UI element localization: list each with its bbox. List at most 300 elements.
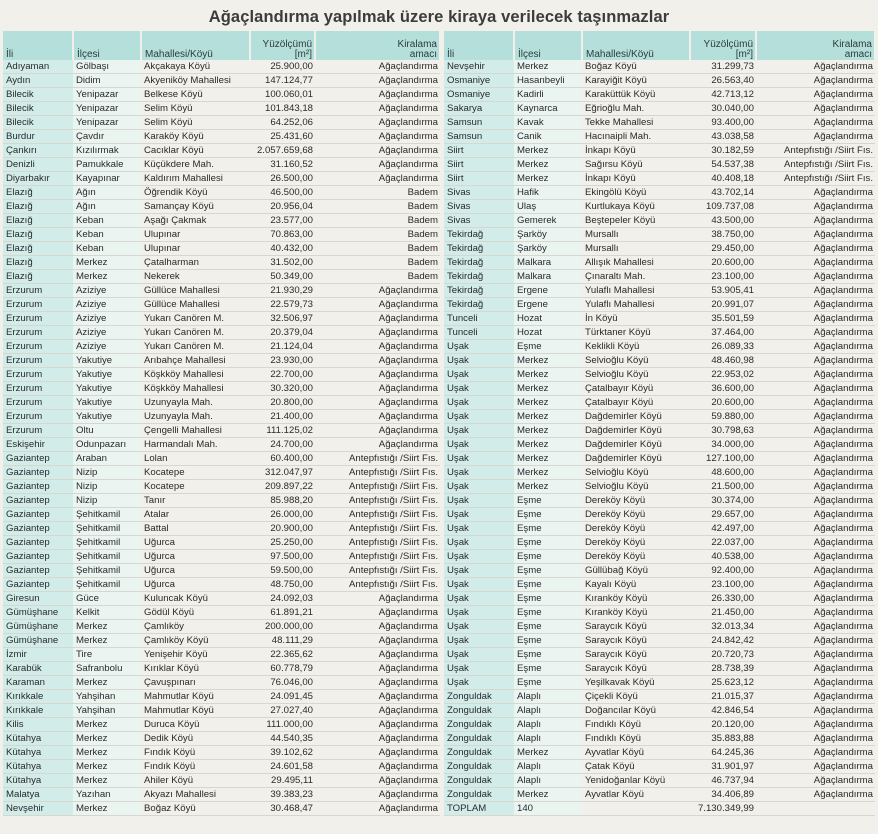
cell-mahalle: Nekerek <box>141 270 250 284</box>
cell-amac: Ağaçlandırma <box>315 620 440 634</box>
cell-mahalle: Fındık Köyü <box>141 746 250 760</box>
cell-ilce: Hozat <box>514 326 582 340</box>
cell-ilce: Eşme <box>514 508 582 522</box>
cell-yuzolcum: 21.500,00 <box>690 480 756 494</box>
table-row <box>3 480 440 494</box>
cell-yuzolcum: 20.800,00 <box>250 396 315 410</box>
cell-mahalle: Tekke Mahallesi <box>582 116 690 130</box>
cell-mahalle: Köşkköy Mahallesi <box>141 368 250 382</box>
cell-ilce: Pamukkale <box>73 158 141 172</box>
cell-mahalle: Mahmutlar Köyü <box>141 690 250 704</box>
cell-yuzolcum: 44.540,35 <box>250 732 315 746</box>
cell-amac: Ağaçlandırma <box>756 788 875 802</box>
cell-yuzolcum: 209.897,22 <box>250 480 315 494</box>
cell-mahalle: Battal <box>141 522 250 536</box>
cell-amac: Ağaçlandırma <box>756 676 875 690</box>
cell-mahalle: Çengelli Mahallesi <box>141 424 250 438</box>
cell-ilce: Alaplı <box>514 690 582 704</box>
cell-ilce: Ergene <box>514 298 582 312</box>
table-row <box>3 466 440 480</box>
cell-mahalle: Çatalharman <box>141 256 250 270</box>
cell-yuzolcum: 31.299,73 <box>690 60 756 74</box>
table-row <box>3 74 440 88</box>
cell-ilce: Merkez <box>73 746 141 760</box>
cell-mahalle: Kurtlukaya Köyü <box>582 200 690 214</box>
cell-il: Nevşehir <box>3 802 73 816</box>
cell-il: Siirt <box>444 144 514 158</box>
table-row <box>3 354 440 368</box>
cell-yuzolcum: 23.100,00 <box>690 270 756 284</box>
cell-ilce: Merkez <box>73 718 141 732</box>
cell-amac: Antepfıstığı /Siirt Fıs. <box>315 480 440 494</box>
cell-amac: Ağaçlandırma <box>315 788 440 802</box>
table-row <box>444 704 875 718</box>
cell-ilce: Eşme <box>514 648 582 662</box>
cell-il: Uşak <box>444 606 514 620</box>
cell-il: Uşak <box>444 550 514 564</box>
cell-mahalle: Selvioğlu Köyü <box>582 354 690 368</box>
cell-yuzolcum: 21.400,00 <box>250 410 315 424</box>
table-right <box>444 31 876 816</box>
cell-yuzolcum: 111.000,00 <box>250 718 315 732</box>
header-amac <box>756 31 875 60</box>
cell-yuzolcum: 25.900,00 <box>250 60 315 74</box>
cell-ilce: Merkez <box>514 480 582 494</box>
cell-il: Uşak <box>444 634 514 648</box>
table-row <box>3 130 440 144</box>
table-row <box>3 578 440 592</box>
cell-mahalle: Fındıklı Köyü <box>582 732 690 746</box>
table-row <box>3 424 440 438</box>
table-row <box>3 88 440 102</box>
cell-yuzolcum: 60.778,79 <box>250 662 315 676</box>
cell-yuzolcum: 100.060,01 <box>250 88 315 102</box>
cell-amac: Ağaçlandırma <box>315 634 440 648</box>
cell-amac: Ağaçlandırma <box>756 746 875 760</box>
table-row <box>444 578 875 592</box>
cell-amac: Ağaçlandırma <box>756 88 875 102</box>
cell-ilce: Merkez <box>514 424 582 438</box>
cell-ilce: Alaplı <box>514 774 582 788</box>
cell-il: Bilecik <box>3 88 73 102</box>
table-row <box>444 732 875 746</box>
cell-yuzolcum: 29.657,00 <box>690 508 756 522</box>
cell-ilce: Yahşihan <box>73 690 141 704</box>
cell-ilce: Merkez <box>514 466 582 480</box>
cell-amac: Ağaçlandırma <box>756 606 875 620</box>
table-row <box>444 102 875 116</box>
cell-mahalle: Yenidoğanlar Köyü <box>582 774 690 788</box>
cell-mahalle: Selvioğlu Köyü <box>582 368 690 382</box>
table-row <box>444 116 875 130</box>
cell-ilce: Merkez <box>73 620 141 634</box>
table-row <box>444 298 875 312</box>
cell-ilce: Şarköy <box>514 228 582 242</box>
cell-ilce: Merkez <box>514 144 582 158</box>
cell-il: Erzurum <box>3 410 73 424</box>
table-row <box>3 228 440 242</box>
cell-yuzolcum: 53.905,41 <box>690 284 756 298</box>
table-row <box>3 284 440 298</box>
cell-yuzolcum: 21.930,29 <box>250 284 315 298</box>
cell-yuzolcum: 64.252,06 <box>250 116 315 130</box>
cell-ilce: Nizip <box>73 466 141 480</box>
total-empty-cell <box>756 802 875 816</box>
total-empty-cell <box>582 802 690 816</box>
table-row <box>444 438 875 452</box>
cell-yuzolcum: 48.111,29 <box>250 634 315 648</box>
cell-ilce: Araban <box>73 452 141 466</box>
cell-il: Uşak <box>444 466 514 480</box>
cell-yuzolcum: 24.092,03 <box>250 592 315 606</box>
cell-ilce: Eşme <box>514 536 582 550</box>
cell-ilce: Eşme <box>514 578 582 592</box>
table-row <box>3 662 440 676</box>
cell-yuzolcum: 31.901,97 <box>690 760 756 774</box>
table-row <box>3 158 440 172</box>
table-row <box>3 200 440 214</box>
cell-yuzolcum: 30.040,00 <box>690 102 756 116</box>
cell-amac: Ağaçlandırma <box>756 242 875 256</box>
cell-mahalle: Yulaflı Mahallesi <box>582 298 690 312</box>
cell-amac: Badem <box>315 242 440 256</box>
table-row <box>444 88 875 102</box>
header-mahalle: Mahallesi/Köyü <box>141 31 250 60</box>
cell-amac: Ağaçlandırma <box>756 564 875 578</box>
cell-il: Tekirdağ <box>444 270 514 284</box>
cell-amac: Ağaçlandırma <box>756 382 875 396</box>
cell-ilce: Nizip <box>73 494 141 508</box>
cell-mahalle: Türktaner Köyü <box>582 326 690 340</box>
cell-yuzolcum: 76.046,00 <box>250 676 315 690</box>
cell-mahalle: Çamlıköy <box>141 620 250 634</box>
cell-yuzolcum: 30.182,59 <box>690 144 756 158</box>
table-row <box>444 606 875 620</box>
cell-mahalle: Dağdemirler Köyü <box>582 452 690 466</box>
cell-mahalle: İnkapı Köyü <box>582 144 690 158</box>
cell-amac: Ağaçlandırma <box>756 410 875 424</box>
table-row <box>3 522 440 536</box>
cell-ilce: Eşme <box>514 592 582 606</box>
cell-mahalle: Cacıklar Köyü <box>141 144 250 158</box>
cell-mahalle: Uzunyayla Mah. <box>141 410 250 424</box>
cell-il: Uşak <box>444 452 514 466</box>
cell-ilce: Merkez <box>514 396 582 410</box>
table-row <box>444 214 875 228</box>
header-yuzolcum-line1: Yüzölçümü <box>703 39 753 50</box>
cell-mahalle: Aşağı Çakmak <box>141 214 250 228</box>
table-row <box>3 634 440 648</box>
table-row <box>3 620 440 634</box>
cell-ilce: Kadirli <box>514 88 582 102</box>
table-row <box>3 508 440 522</box>
cell-amac: Ağaçlandırma <box>315 158 440 172</box>
cell-yuzolcum: 21.450,00 <box>690 606 756 620</box>
cell-il: Uşak <box>444 382 514 396</box>
cell-ilce: Merkez <box>73 760 141 774</box>
cell-il: Kilis <box>3 718 73 732</box>
cell-mahalle: Ahiler Köyü <box>141 774 250 788</box>
cell-il: Gaziantep <box>3 466 73 480</box>
cell-amac: Ağaçlandırma <box>315 88 440 102</box>
table-row <box>3 592 440 606</box>
table-row <box>444 144 875 158</box>
cell-ilce: Yenipazar <box>73 88 141 102</box>
cell-yuzolcum: 20.900,00 <box>250 522 315 536</box>
cell-mahalle: Kayalı Köyü <box>582 578 690 592</box>
cell-il: Zonguldak <box>444 788 514 802</box>
cell-yuzolcum: 43.038,58 <box>690 130 756 144</box>
cell-yuzolcum: 42.846,54 <box>690 704 756 718</box>
cell-amac: Ağaçlandırma <box>756 228 875 242</box>
cell-ilce: Merkez <box>514 438 582 452</box>
table-row <box>444 620 875 634</box>
cell-ilce: Merkez <box>514 158 582 172</box>
cell-amac: Ağaçlandırma <box>756 452 875 466</box>
cell-ilce: Kayapınar <box>73 172 141 186</box>
total-label: TOPLAM <box>444 802 514 816</box>
cell-amac: Ağaçlandırma <box>756 550 875 564</box>
table-row <box>3 214 440 228</box>
cell-amac: Ağaçlandırma <box>315 298 440 312</box>
cell-amac: Ağaçlandırma <box>315 102 440 116</box>
cell-mahalle: Lolan <box>141 452 250 466</box>
cell-mahalle: Kıranköy Köyü <box>582 606 690 620</box>
cell-yuzolcum: 97.500,00 <box>250 550 315 564</box>
cell-yuzolcum: 85.988,20 <box>250 494 315 508</box>
table-row <box>3 144 440 158</box>
table-row <box>444 550 875 564</box>
cell-mahalle: Küçükdere Mah. <box>141 158 250 172</box>
cell-il: Eskişehir <box>3 438 73 452</box>
cell-mahalle: Kocatepe <box>141 480 250 494</box>
cell-amac: Ağaçlandırma <box>756 340 875 354</box>
cell-amac: Ağaçlandırma <box>315 354 440 368</box>
cell-yuzolcum: 54.537,38 <box>690 158 756 172</box>
cell-yuzolcum: 35.501,59 <box>690 312 756 326</box>
cell-yuzolcum: 27.027,40 <box>250 704 315 718</box>
cell-yuzolcum: 61.891,21 <box>250 606 315 620</box>
table-row <box>3 438 440 452</box>
table-left <box>3 31 441 816</box>
cell-yuzolcum: 59.500,00 <box>250 564 315 578</box>
table-row <box>3 368 440 382</box>
cell-il: Elazığ <box>3 256 73 270</box>
table-row <box>3 690 440 704</box>
cell-mahalle: İn Köyü <box>582 312 690 326</box>
cell-ilce: Merkez <box>514 172 582 186</box>
cell-il: Sakarya <box>444 102 514 116</box>
cell-amac: Ağaçlandırma <box>756 620 875 634</box>
table-row <box>444 256 875 270</box>
cell-ilce: Aziziye <box>73 284 141 298</box>
cell-amac: Ağaçlandırma <box>756 368 875 382</box>
cell-amac: Ağaçlandırma <box>315 312 440 326</box>
cell-amac: Ağaçlandırma <box>315 592 440 606</box>
cell-ilce: Yenipazar <box>73 102 141 116</box>
cell-amac: Ağaçlandırma <box>315 662 440 676</box>
cell-mahalle: Yukarı Canören M. <box>141 340 250 354</box>
cell-ilce: Merkez <box>73 634 141 648</box>
cell-ilce: Şarköy <box>514 242 582 256</box>
cell-amac: Ağaçlandırma <box>315 424 440 438</box>
table-row <box>444 424 875 438</box>
cell-amac: Ağaçlandırma <box>315 368 440 382</box>
cell-ilce: Aziziye <box>73 298 141 312</box>
cell-ilce: Eşme <box>514 634 582 648</box>
cell-yuzolcum: 92.400,00 <box>690 564 756 578</box>
cell-il: Erzurum <box>3 396 73 410</box>
table-row <box>444 396 875 410</box>
table-row <box>444 648 875 662</box>
cell-yuzolcum: 23.100,00 <box>690 578 756 592</box>
header-yuzolcum-unit: [m²] <box>294 49 312 60</box>
cell-mahalle: Yukarı Canören M. <box>141 326 250 340</box>
cell-ilce: Yakutiye <box>73 382 141 396</box>
cell-amac: Ağaçlandırma <box>315 410 440 424</box>
cell-mahalle: Dağdemirler Köyü <box>582 424 690 438</box>
cell-il: Gaziantep <box>3 508 73 522</box>
cell-amac: Ağaçlandırma <box>756 508 875 522</box>
cell-mahalle: Tanır <box>141 494 250 508</box>
table-row <box>3 326 440 340</box>
cell-amac: Ağaçlandırma <box>756 648 875 662</box>
cell-ilce: Eşme <box>514 340 582 354</box>
cell-ilce: Şehitkamil <box>73 564 141 578</box>
cell-amac: Ağaçlandırma <box>756 186 875 200</box>
table-row <box>3 802 440 816</box>
cell-il: Siirt <box>444 172 514 186</box>
cell-il: Gümüşhane <box>3 606 73 620</box>
cell-amac: Ağaçlandırma <box>756 130 875 144</box>
table-row <box>444 242 875 256</box>
cell-mahalle: Selim Köyü <box>141 116 250 130</box>
cell-il: Uşak <box>444 368 514 382</box>
cell-amac: Antepfıstığı /Siirt Fıs. <box>756 172 875 186</box>
cell-ilce: Eşme <box>514 564 582 578</box>
cell-ilce: Merkez <box>73 774 141 788</box>
cell-ilce: Keban <box>73 228 141 242</box>
cell-yuzolcum: 70.863,00 <box>250 228 315 242</box>
cell-yuzolcum: 34.406,89 <box>690 788 756 802</box>
cell-amac: Ağaçlandırma <box>756 396 875 410</box>
cell-mahalle: Uzunyayla Mah. <box>141 396 250 410</box>
cell-ilce: Hasanbeyli <box>514 74 582 88</box>
cell-amac: Ağaçlandırma <box>756 634 875 648</box>
cell-mahalle: Boğaz Köyü <box>141 802 250 816</box>
cell-mahalle: Fındıklı Köyü <box>582 718 690 732</box>
cell-il: Kırıkkale <box>3 704 73 718</box>
cell-amac: Antepfıstığı /Siirt Fıs. <box>315 564 440 578</box>
table-row <box>444 410 875 424</box>
cell-il: Erzurum <box>3 382 73 396</box>
cell-il: Gaziantep <box>3 480 73 494</box>
cell-il: Uşak <box>444 354 514 368</box>
cell-mahalle: Dereköy Köyü <box>582 494 690 508</box>
cell-il: Adıyaman <box>3 60 73 74</box>
table-row <box>3 550 440 564</box>
cell-amac: Ağaçlandırma <box>315 144 440 158</box>
cell-mahalle: Allışık Mahallesi <box>582 256 690 270</box>
cell-yuzolcum: 24.601,58 <box>250 760 315 774</box>
cell-ilce: Safranbolu <box>73 662 141 676</box>
cell-amac: Ağaçlandırma <box>315 690 440 704</box>
cell-amac: Ağaçlandırma <box>756 438 875 452</box>
cell-ilce: Canik <box>514 130 582 144</box>
cell-mahalle: Çatalbayır Köyü <box>582 382 690 396</box>
cell-il: Kütahya <box>3 774 73 788</box>
cell-amac: Badem <box>315 186 440 200</box>
cell-amac: Ağaçlandırma <box>756 522 875 536</box>
cell-mahalle: Uğurca <box>141 578 250 592</box>
cell-amac: Ağaçlandırma <box>756 60 875 74</box>
cell-yuzolcum: 22.579,73 <box>250 298 315 312</box>
cell-ilce: Merkez <box>73 256 141 270</box>
cell-mahalle: Dereköy Köyü <box>582 550 690 564</box>
table-row <box>444 676 875 690</box>
cell-amac: Ağaçlandırma <box>756 298 875 312</box>
cell-ilce: Merkez <box>73 732 141 746</box>
table-row <box>444 354 875 368</box>
cell-ilce: Merkez <box>514 788 582 802</box>
table-row <box>444 466 875 480</box>
cell-mahalle: Akyazı Mahallesi <box>141 788 250 802</box>
table-row <box>3 102 440 116</box>
cell-ilce: Çavdır <box>73 130 141 144</box>
cell-mahalle: Kuluncak Köyü <box>141 592 250 606</box>
cell-mahalle: Selim Köyü <box>141 102 250 116</box>
cell-ilce: Eşme <box>514 494 582 508</box>
cell-il: Uşak <box>444 410 514 424</box>
cell-yuzolcum: 312.047,97 <box>250 466 315 480</box>
cell-il: Bilecik <box>3 116 73 130</box>
cell-amac: Ağaçlandırma <box>756 536 875 550</box>
cell-mahalle: Selvioğlu Köyü <box>582 480 690 494</box>
cell-il: Zonguldak <box>444 690 514 704</box>
cell-ilce: Aziziye <box>73 312 141 326</box>
cell-ilce: Malkara <box>514 256 582 270</box>
cell-il: Gaziantep <box>3 564 73 578</box>
table-row <box>444 536 875 550</box>
cell-ilce: Yahşihan <box>73 704 141 718</box>
total-count: 140 <box>514 802 582 816</box>
cell-yuzolcum: 30.798,63 <box>690 424 756 438</box>
cell-mahalle: Uğurca <box>141 550 250 564</box>
cell-mahalle: Gödül Köyü <box>141 606 250 620</box>
cell-mahalle: Uğurca <box>141 536 250 550</box>
cell-yuzolcum: 40.432,00 <box>250 242 315 256</box>
header-mahalle: Mahallesi/Köyü <box>582 31 690 60</box>
cell-yuzolcum: 29.450,00 <box>690 242 756 256</box>
cell-amac: Ağaçlandırma <box>315 130 440 144</box>
table-row <box>444 312 875 326</box>
cell-yuzolcum: 31.160,52 <box>250 158 315 172</box>
cell-il: Aydın <box>3 74 73 88</box>
cell-mahalle: Karaköy Köyü <box>141 130 250 144</box>
cell-il: Kütahya <box>3 732 73 746</box>
header-amac-line2: amacı <box>409 49 437 60</box>
cell-mahalle: Çınaraltı Mah. <box>582 270 690 284</box>
cell-mahalle: Boğaz Köyü <box>582 60 690 74</box>
table-row <box>3 648 440 662</box>
cell-il: Elazığ <box>3 186 73 200</box>
cell-yuzolcum: 23.577,00 <box>250 214 315 228</box>
cell-yuzolcum: 147.124,77 <box>250 74 315 88</box>
cell-yuzolcum: 30.374,00 <box>690 494 756 508</box>
table-row <box>3 382 440 396</box>
cell-il: Elazığ <box>3 200 73 214</box>
cell-ilce: Keban <box>73 214 141 228</box>
